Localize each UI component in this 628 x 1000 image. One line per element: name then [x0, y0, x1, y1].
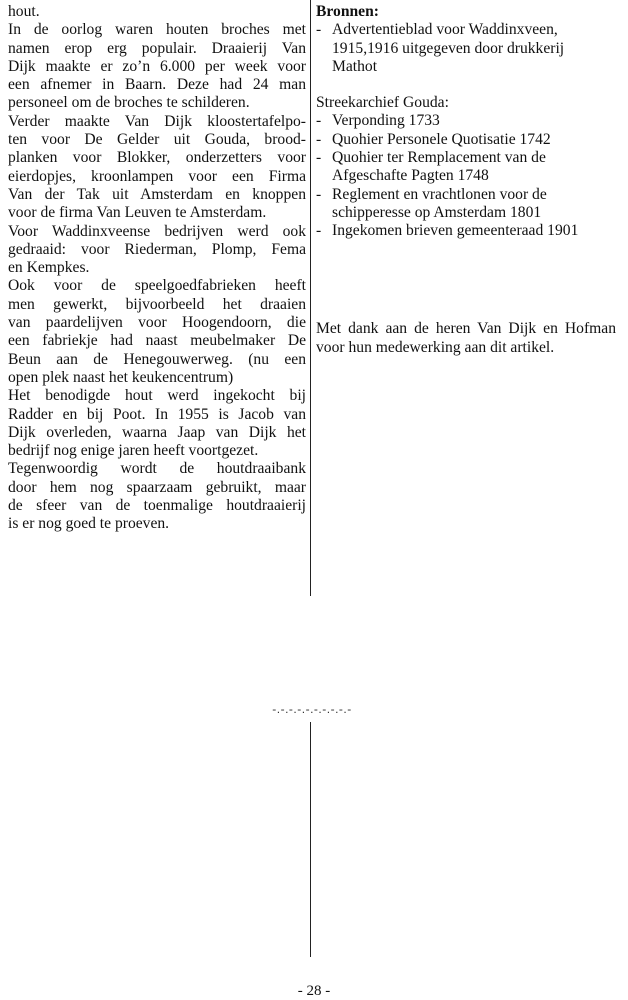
article-line: voor de firma Van Leuven te Amsterdam. — [8, 204, 267, 222]
article-line: open plek naast het keukencentrum) — [8, 368, 234, 386]
archive-item: - Quohier ter Remplacement van de Afgeschafte Pagten 1748 — [316, 149, 616, 186]
sources-heading: Bronnen: — [316, 3, 379, 20]
article-text-column — [8, 3, 306, 534]
article-line: personeel om de broches te schilderen. — [8, 94, 250, 112]
article-line: ten voor De Gelder uit Gouda, brood- — [8, 131, 306, 149]
article-line: is er nog goed te proeven. — [8, 515, 170, 533]
page-number: - 28 - — [297, 983, 331, 999]
sources-column — [316, 3, 616, 241]
article-line: Het benodigde hout werd ingekocht bij — [8, 387, 306, 405]
article-line: namen erop erg populair. Draaierij Van — [8, 39, 306, 57]
article-line: en Kempkes. — [8, 259, 90, 277]
acknowledgement-text: Met dank aan de heren Van Dijk en Hofman voor hun medewerking aan dit artikel. — [316, 320, 616, 356]
article-line: Ook voor de speelgoedfabrieken heeft — [8, 277, 306, 295]
article-line: men gewerkt, bijvoorbeeld het draaien — [8, 295, 306, 313]
archive-title: Streekarchief Gouda: — [316, 94, 449, 112]
article-line: Tegenwoordig wordt de houtdraaibank — [8, 460, 306, 478]
column-divider-rule-top — [310, 0, 311, 596]
archive-item: - Ingekomen brieven gemeenteraad 1901 — [316, 222, 616, 240]
article-line: Voor Waddinxveense bedrijven werd ook — [8, 222, 306, 240]
sources-list — [316, 21, 616, 76]
article-line: Dijk maakte er zo’n 6.000 per week voor — [8, 57, 306, 75]
article-line: Dijk overleden, waarna Jaap van Dijk het — [8, 423, 306, 441]
article-line: eierdopjes, kroonlampen voor een Firma — [8, 167, 306, 185]
article-line: een afnemer in Baarn. Deze had 24 man — [8, 76, 306, 94]
section-divider: -.-.-.-.-.-.-.-.-.- — [272, 702, 352, 716]
archive-list — [316, 112, 616, 240]
article-line: van paardelijven voor Hoogendoorn, die — [8, 314, 306, 332]
archive-item: - Verponding 1733 — [316, 112, 616, 130]
article-line: In de oorlog waren houten broches met — [8, 21, 306, 39]
archive-item: - Quohier Personele Quotisatie 1742 — [316, 131, 616, 149]
article-line: bedrijf nog enige jaren heeft voortgezet. — [8, 442, 259, 460]
source-item: - Advertentieblad voor Waddinxveen, 1915,1916 uitgegeven door drukkerij Mathot — [316, 21, 616, 76]
archive-item: - Reglement en vrachtlonen voor de schipperesse op Amsterdam 1801 — [316, 186, 616, 223]
article-line: gedraaid: voor Riederman, Plomp, Fema — [8, 240, 306, 258]
article-line: Beun aan de Henegouwerweg. (nu een — [8, 350, 306, 368]
column-divider-rule-bottom — [310, 722, 311, 957]
article-line: de sfeer van de toenmalige houtdraaierij — [8, 497, 306, 515]
article-line: Radder en bij Poot. In 1955 is Jacob van — [8, 405, 306, 423]
article-line: planken voor Blokker, onderzetters voor — [8, 149, 306, 167]
article-line: hout. — [8, 3, 40, 20]
article-line: Van der Tak uit Amsterdam en knoppen — [8, 185, 306, 203]
article-line: door hem nog spaarzaam gebruikt, maar — [8, 478, 306, 496]
article-line: Verder maakte Van Dijk kloostertafelpo- — [8, 112, 306, 130]
article-line: een fabriekje had naast meubelmaker De — [8, 332, 306, 350]
